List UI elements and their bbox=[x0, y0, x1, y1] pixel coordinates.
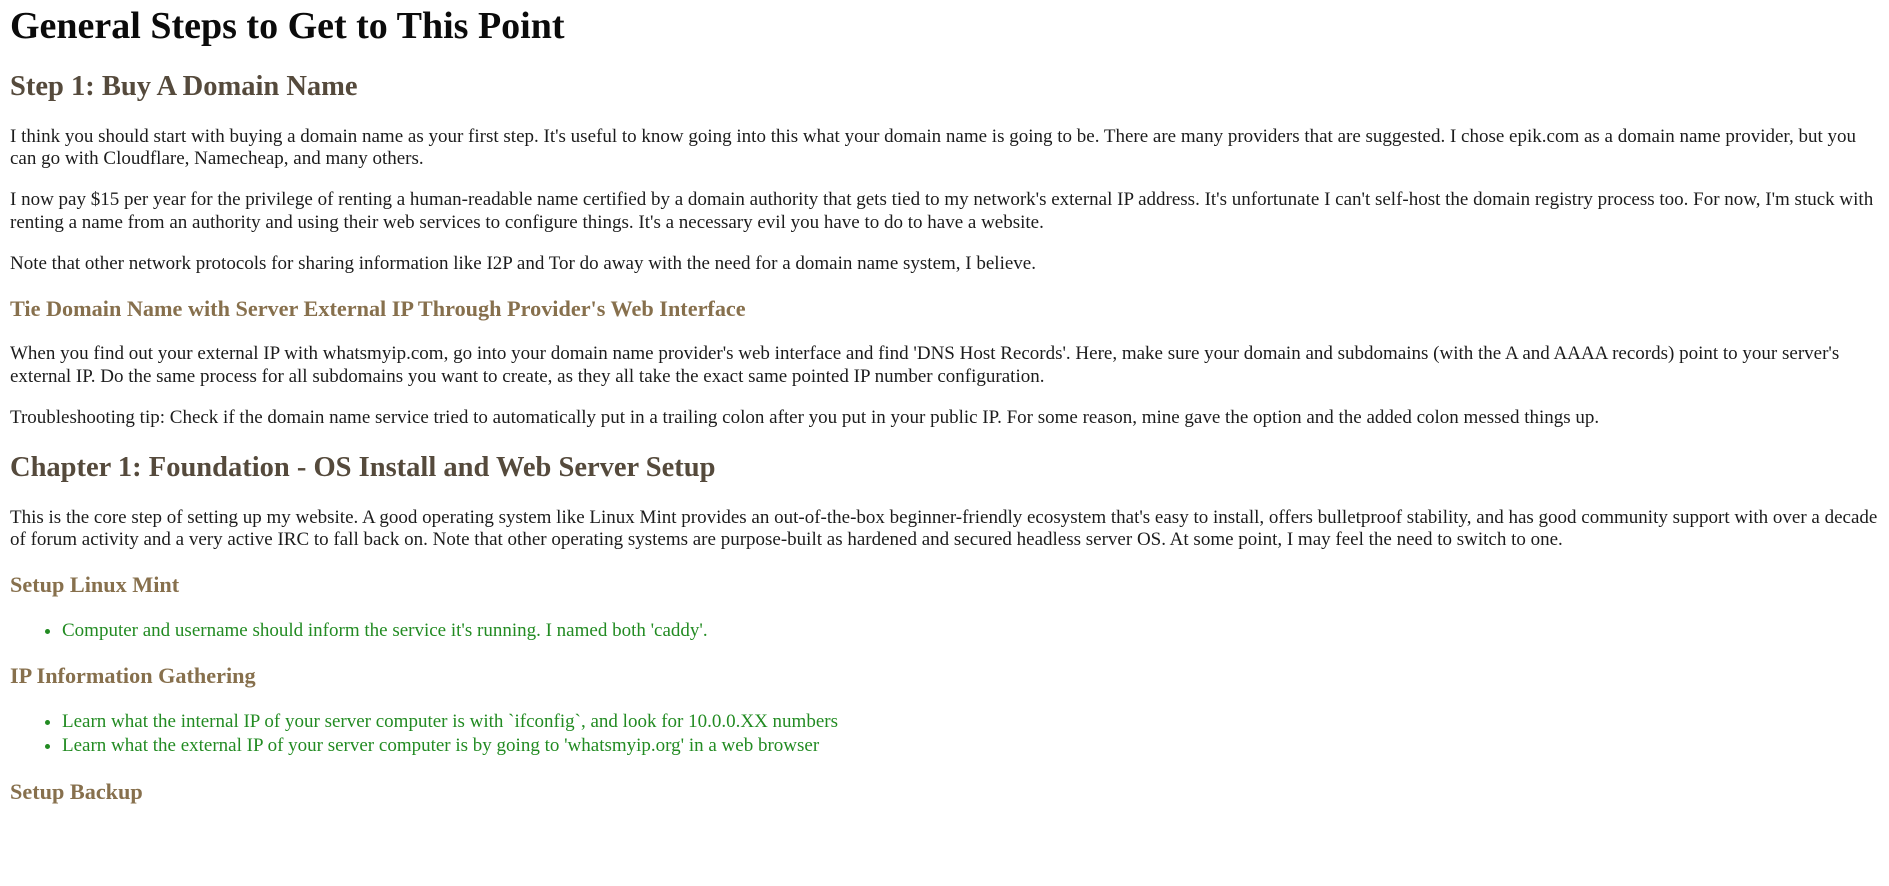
heading-setup-backup: Setup Backup bbox=[10, 778, 143, 804]
paragraph-dns-records: When you find out your external IP with whatsmyip.com, go into your domain name provider's web interface and find 'DNS Host Records'. Here, make sure your domain and subdomains (with the A and AAAA records) point to your server's external IP. Do the same process for all subdomains you want to create, as they all take the exact same pointed IP number configuration. bbox=[10, 343, 1840, 387]
heading-ip-information-gathering: IP Information Gathering bbox=[10, 663, 256, 689]
heading-chapter1: Chapter 1: Foundation - OS Install and Web Server Setup bbox=[10, 452, 716, 484]
heading-step1: Step 1: Buy A Domain Name bbox=[10, 71, 358, 103]
list-ip-information-gathering bbox=[10, 711, 1879, 757]
list-setup-linux-mint bbox=[10, 620, 1879, 642]
heading-tie-domain: Tie Domain Name with Server External IP Through Provider's Web Interface bbox=[10, 295, 746, 321]
paragraph-troubleshooting-tip: Troubleshooting tip: Check if the domain name service tried to automatically put in a trailing colon after you put in your public IP. For some reason, mine gave the option and the added colon messed things up. bbox=[10, 406, 1600, 428]
page-title: General Steps to Get to This Point bbox=[10, 5, 565, 47]
list-item: • Learn what the external IP of your server computer is by going to 'whatsmyip.org' in a web browser bbox=[62, 735, 1879, 757]
heading-setup-linux-mint: Setup Linux Mint bbox=[10, 572, 180, 598]
paragraph-domain-note: Note that other network protocols for sharing information like I2P and Tor do away with the need for a domain name system, I believe. bbox=[10, 252, 1036, 274]
paragraph-domain-cost: I now pay $15 per year for the privilege of renting a human-readable name certified by a domain authority that gets tied to my network's external IP address. It's unfortunate I can't self-host the domain registry process too. For now, I'm stuck with renting a name from an authority and using their web services to configure things. It's a necessary evil you have to do to have a website. bbox=[10, 189, 1874, 233]
paragraph-domain-intro: I think you should start with buying a domain name as your first step. It's useful to know going into this what your domain name is going to be. There are many providers that are suggested. I chose epik.com as a domain name provider, but you can go with Cloudflare, Namecheap, and many others. bbox=[10, 126, 1856, 170]
paragraph-os-install: This is the core step of setting up my website. A good operating system like Linux Mint provides an out-of-the-box beginner-friendly ecosystem that's easy to install, offers bulletproof stability, and has good community support with over a decade of forum activity and a very active IRC to fall back on. Note that other operating systems are purpose-built as hardened and secured headless server OS. At some point, I may feel the need to switch to one. bbox=[10, 507, 1878, 551]
document-body bbox=[10, 6, 1879, 804]
list-item: • Computer and username should inform the service it's running. I named both 'caddy'. bbox=[62, 620, 1879, 642]
list-item: • Learn what the internal IP of your server computer is with `ifconfig`, and look for 10.0.0.XX numbers bbox=[62, 711, 1879, 733]
